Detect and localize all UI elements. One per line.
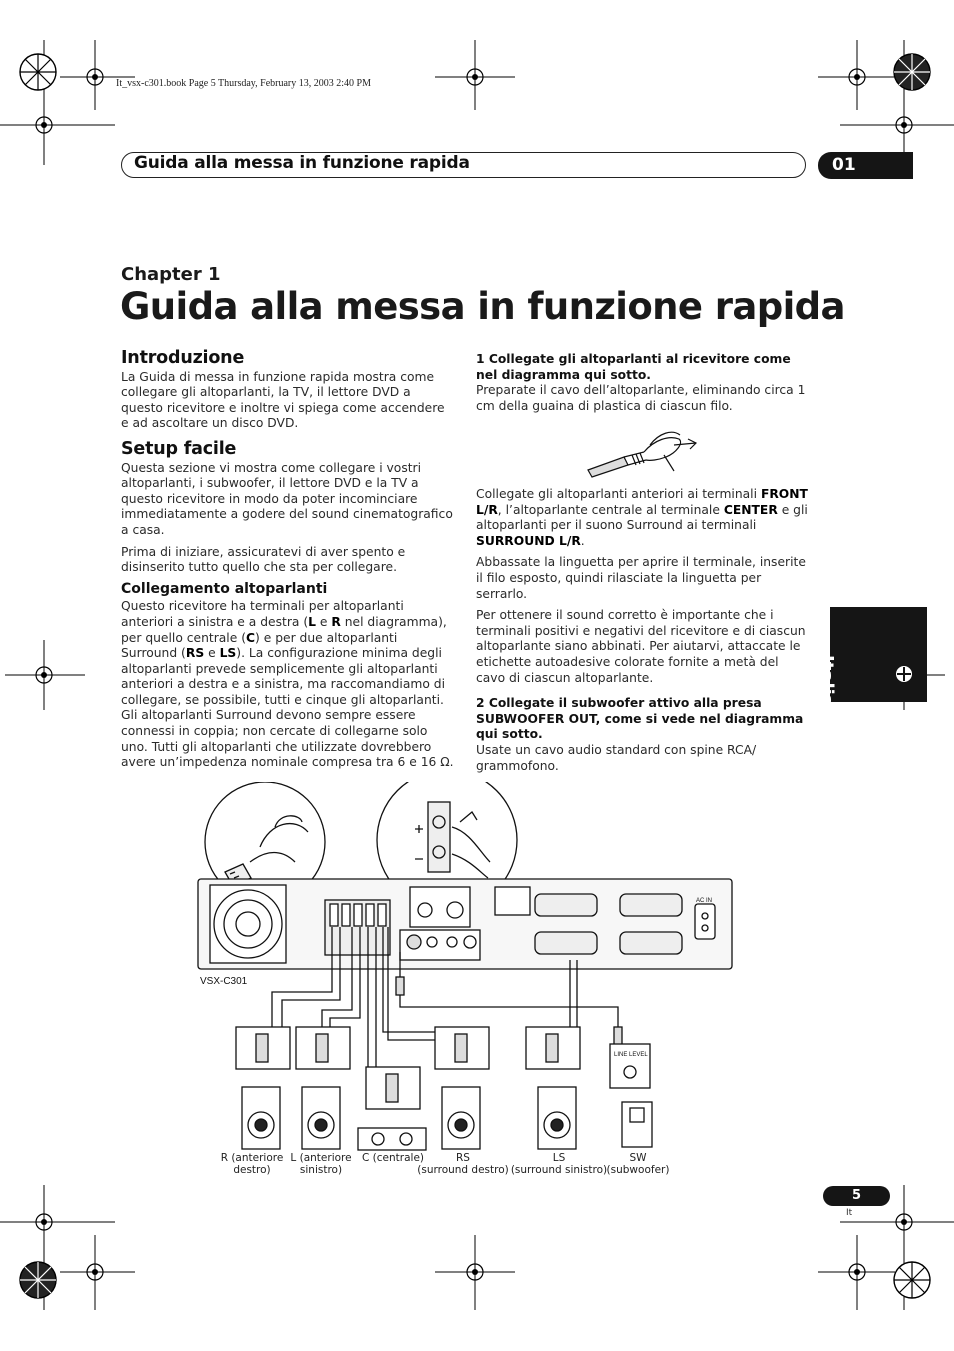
intro-heading: Introduzione — [121, 348, 245, 368]
chapter-number-badge: 01 — [818, 152, 913, 179]
polarity-paragraph: Per ottenere il sound corretto è importante che i terminali positivi e negativi del ricevitore e di ciascun altoparlante siano abbinati. Per aiutarvi, attaccate le etichette autoadesive colorate fornite a metà del cavo di ciascun altoparlante. — [476, 608, 806, 685]
registration-icon — [894, 664, 914, 684]
step2-paragraph: Usate un cavo audio standard con spine RCA/ grammofono. — [476, 742, 757, 773]
step1-paragraph: Preparate il cavo dell’altoparlante, eliminando circa 1 cm della guaina di plastica di ciascun filo. — [476, 383, 806, 413]
speakers-paragraph: Questo ricevitore ha terminali per altoparlanti anteriori a sinistra e a destra (L e R nel diagramma), per quello centrale (C) e per due altoparlanti Surround (RS e LS). La configurazione minima degli altoparlanti prevede semplicemente gli altoparlanti anteriori a destra e a sinistra, ma raccomandiamo di collegare, se possibile, tutti e cinque gli altoparlanti. Gli altoparlanti Surround devono sempre essere connessi in coppia; non cercate di collegarne solo uno. Tutti gli altoparlanti che utilizzate dovrebbero avere un’impedenza nominale compresa tra 6 e 16 Ω. — [121, 599, 454, 770]
caption-sw: SW (subwoofer) — [606, 1152, 670, 1176]
caption-c: C (centrale) — [362, 1152, 424, 1164]
print-header: It_vsx-c301.book Page 5 Thursday, February 13, 2003 2:40 PM — [116, 78, 371, 89]
setup-paragraph-2: Prima di iniziare, assicuratevi di aver spento e disinserito tutto quello che sta per collegare. — [121, 544, 406, 575]
chapter-title: Guida alla messa in funzione rapida — [120, 285, 845, 328]
setup-paragraph-1: Questa sezione vi mostra come collegare i vostri altoparlanti, i subwoofer, il lettore DVD e la TV a questo ricevitore in modo da poter incominciare immediatamente a godere del sound cinematografico a casa. — [121, 460, 453, 537]
connection-diagram — [190, 782, 750, 1167]
caption-ls: LS (surround sinistro) — [510, 1152, 608, 1176]
model-label: VSX-C301 — [200, 976, 248, 987]
language-tab — [830, 607, 927, 702]
caption-rs: RS (surround destro) — [417, 1152, 509, 1176]
step1-heading: 1 Collegate gli altoparlanti al ricevitore come nel diagramma qui sotto. — [476, 352, 791, 382]
right-column-top — [476, 352, 808, 420]
intro-paragraph: La Guida di messa in funzione rapida mostra come collegare gli altoparlanti, la TV, il lettore DVD a questo ricevitore e inoltre vi spiega come accendere e ad ascoltare un disco DVD. — [121, 369, 445, 431]
left-column — [121, 348, 454, 777]
caption-l: L (anteriore sinistro) — [290, 1152, 352, 1176]
tab-paragraph: Abbassate la linguetta per aprire il terminale, inserite il filo esposto, quindi rilasciate la linguetta per serrarlo. — [476, 555, 806, 601]
speakers-heading: Collegamento altoparlanti — [121, 580, 328, 597]
wire-strip-illustration — [584, 425, 704, 485]
step2-heading: 2 Collegate il subwoofer attivo alla presa SUBWOOFER OUT, come si vede nel diagramma qui sotto. — [476, 696, 804, 742]
right-column-bottom — [476, 487, 808, 780]
line-level-label: LINE LEVEL — [614, 1052, 648, 1058]
language-tab-label: Italiano — [816, 655, 837, 733]
page-number: 5 — [823, 1186, 890, 1206]
caption-r: R (anteriore destro) — [220, 1152, 284, 1176]
page-language-code: It — [846, 1208, 853, 1218]
ac-in-label: AC IN — [696, 898, 713, 904]
chapter-label: Chapter 1 — [121, 264, 221, 285]
front-paragraph: Collegate gli altoparlanti anteriori ai terminali FRONT L/R, l’altoparlante centrale al terminale CENTER e gli altoparlanti per il suono Surround ai terminali SURROUND L/R. — [476, 487, 808, 548]
section-title: Guida alla messa in funzione rapida — [134, 153, 470, 173]
setup-heading: Setup facile — [121, 438, 237, 459]
